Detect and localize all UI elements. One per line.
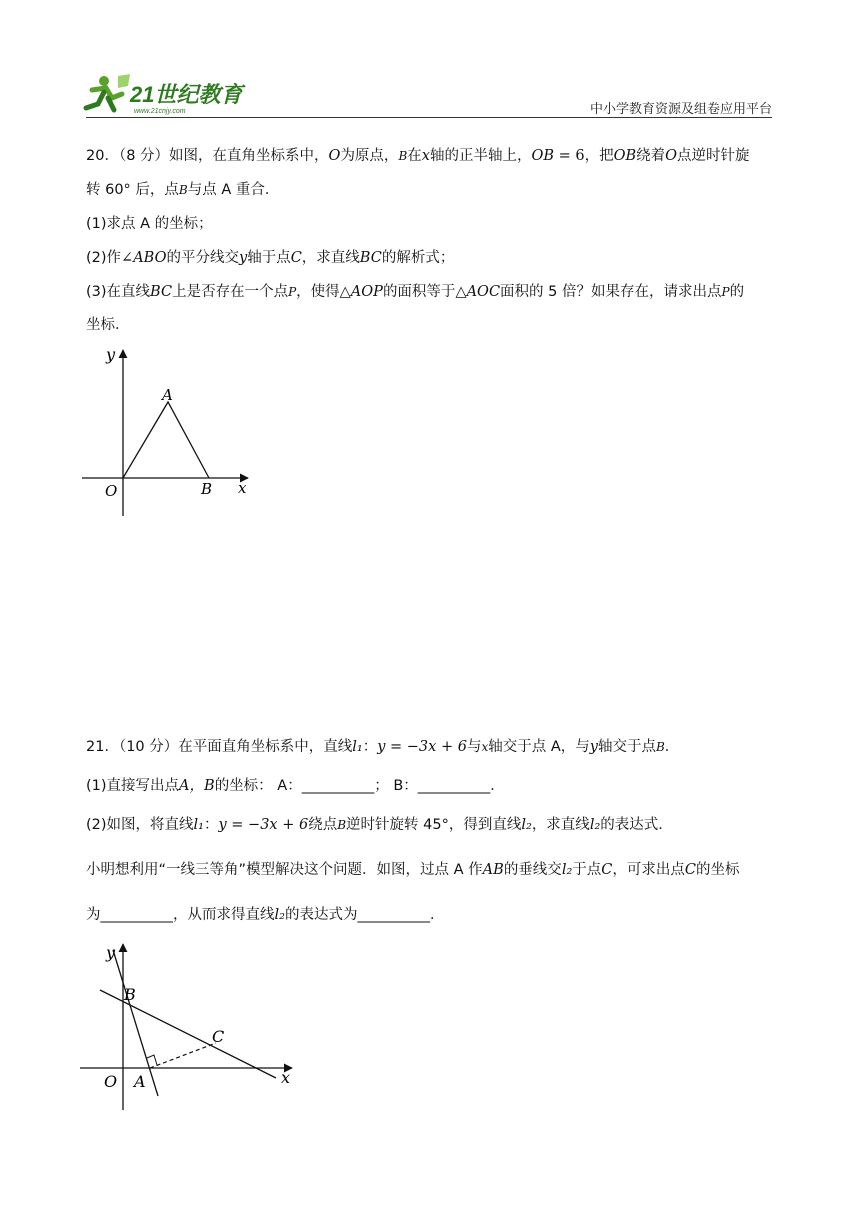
answer-blank-l2[interactable]: __________ <box>357 907 430 923</box>
answer-blank-c[interactable]: __________ <box>100 907 173 923</box>
header-divider <box>86 117 772 118</box>
q21-hint-line-1: 小明想利用“一线三等角”模型解决这个问题．如图，过点 A 作AB的垂线交l₂于点C，可求出点C的坐标 <box>86 862 740 878</box>
label-b: B <box>124 985 136 1004</box>
answer-blank-a[interactable]: __________ <box>301 778 375 794</box>
label-a: A <box>134 1072 146 1091</box>
logo <box>78 72 258 116</box>
q20-part-3-cont: 坐标． <box>86 317 130 333</box>
label-a: A <box>162 386 173 404</box>
q20-part-3: (3)在直线BC上是否存在一个点P，使得△AOP的面积等于△AOC面积的 5 倍？如果存在，请求出点P的 <box>86 284 745 300</box>
label-y: y <box>106 943 116 962</box>
label-b: B <box>201 480 213 498</box>
q21-hint-line-2: 为__________，从而求得直线l₂的表达式为__________． <box>86 907 445 923</box>
label-x: x <box>281 1068 291 1087</box>
q21-line-1: 21．（10 分）在平面直角坐标系中，直线l₁：y = −3x + 6与x轴交于点 A，与y轴交于点B． <box>86 739 680 755</box>
answer-blank-b[interactable]: __________ <box>417 778 491 794</box>
perpendicular-ac <box>150 1043 216 1068</box>
q20-part-1: (1)求点 A 的坐标； <box>86 216 213 232</box>
q20-part-2: (2)作∠ABO的平分线交y轴于点C，求直线BC的解析式； <box>86 250 455 266</box>
label-c: C <box>212 1027 225 1046</box>
label-o: O <box>105 482 118 500</box>
q21-figure <box>76 936 302 1116</box>
logo-url: www.21cnjy.com <box>134 108 186 115</box>
logo-text: 21世纪教育 <box>130 82 243 107</box>
label-x: x <box>238 479 247 497</box>
q21-part-2: (2)如图，将直线l₁：y = −3x + 6绕点B逆时针旋转 45°，得到直线l₂，求直线l₂的表达式． <box>86 817 673 833</box>
platform-name: 中小学教育资源及组卷应用平台 <box>589 102 772 117</box>
label-y: y <box>106 345 116 364</box>
runner-icon <box>86 74 130 110</box>
q20-figure <box>76 340 256 520</box>
q21-part-1: (1)直接写出点A，B的坐标： A：__________； B：__________． <box>86 778 505 794</box>
q20-line-2: 转 60° 后，点B与点 A 重合． <box>86 182 280 198</box>
triangle-oab <box>123 402 209 478</box>
label-o: O <box>104 1072 118 1091</box>
q20-line-1: 20．（8 分）如图，在直角坐标系中，O为原点，B在x轴的正半轴上，OB = 6，把OB绕着O点逆时针旋 <box>86 148 750 164</box>
